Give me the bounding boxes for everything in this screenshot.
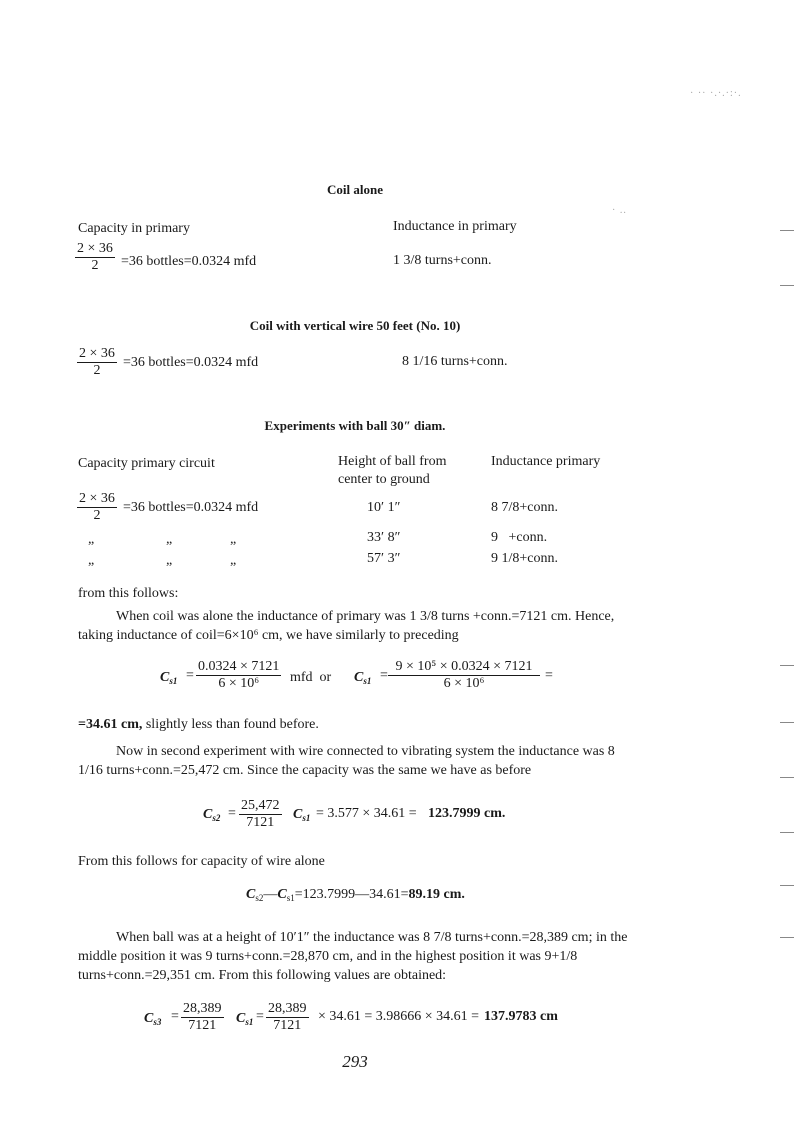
equation-lhs: $C_{s1}$ — [160, 670, 178, 686]
height-value: 57′ 3″ — [367, 551, 401, 566]
inductance-value: 9 1/8+conn. — [491, 551, 558, 566]
equation-lhs: $C_{s3}$ — [144, 1011, 162, 1027]
equals-sign: = — [186, 668, 194, 683]
capacity-value: =36 bottles=0.0324 mfd — [121, 254, 257, 269]
capacity-value: =36 bottles=0.0324 mfd — [123, 355, 259, 370]
equals-sign: = — [228, 806, 236, 821]
inductance-value: 1 3/8 turns+conn. — [393, 253, 492, 268]
scan-noise: · ·· ·.·.·:·. — [690, 88, 742, 99]
column-header-inductance: Inductance primary — [491, 454, 601, 469]
equation-result: 123.7999 cm. — [428, 806, 506, 821]
result-line: =34.61 cm, slightly less than found before. — [78, 717, 319, 732]
fraction: $\frac{2 \times 36}{2}$ — [79, 491, 115, 523]
equation-rest: = 3.577 × 34.61 = — [316, 806, 417, 821]
scan-mark — [780, 777, 794, 778]
page-number: 293 — [342, 1052, 368, 1071]
equation-term: $C_{s1}$ — [293, 807, 311, 823]
ditto-mark: „ — [88, 532, 95, 547]
height-value: 10′ 1″ — [367, 500, 401, 515]
fraction: $\frac{2 \times 36}{2}$ — [77, 241, 113, 273]
ditto-mark: „ — [166, 553, 173, 568]
text-line: from this follows: — [78, 586, 179, 601]
scan-mark — [780, 285, 794, 286]
unit-text: mfd or — [290, 670, 332, 685]
height-value: 33′ 8″ — [367, 530, 401, 545]
equation-result: 137.9783 cm — [484, 1009, 558, 1024]
fraction: $\frac{28,389}{7121}$ — [268, 1001, 307, 1033]
heading-coil-vertical-wire: Coil with vertical wire 50 feet (No. 10) — [249, 318, 461, 333]
scan-mark — [780, 230, 794, 231]
column-header-capacity: Capacity primary circuit — [78, 456, 215, 471]
heading-coil-alone: Coil alone — [327, 182, 383, 197]
equation-line: $C_{s2}—C_{s1}=123.7999—34.61=89.19$ cm. — [246, 887, 465, 903]
inductance-value: 8 7/8+conn. — [491, 500, 558, 515]
scan-noise: · .. — [612, 205, 627, 216]
paragraph: When coil was alone the inductance of primary was 1 3/8 turns +conn.=7121 cm. Hence, taking inductance of coil=6×10⁶ cm, we have similarly to preceding — [78, 609, 615, 643]
fraction: $\frac{\text{9 × 10⁵ × 0.0324 × 7121}}{\text{6 × 10⁶}}$ — [388, 659, 540, 692]
capacity-value: =36 bottles=0.0324 mfd — [123, 500, 259, 515]
equation-lhs: $C_{s1}$ — [354, 670, 372, 686]
ditto-mark: „ — [230, 553, 237, 568]
equation-lhs: $C_{s2}$ — [203, 807, 221, 823]
equation-term: $C_{s1}$ — [236, 1011, 254, 1027]
fraction: $\frac{2 \times 36}{2}$ — [79, 346, 115, 378]
fraction: $\frac{25,472}{7121}$ — [241, 798, 280, 830]
fraction: $\frac{28,389}{7121}$ — [183, 1001, 222, 1033]
paragraph: Now in second experiment with wire connected to vibrating system the inductance was 8 1/16 turns+conn.=25,472 cm. Since the capacity was the same we have as before — [78, 744, 615, 778]
scan-mark — [780, 832, 794, 833]
equals-sign: = — [256, 1009, 264, 1024]
column-header-height-2: center to ground — [338, 472, 430, 487]
inductance-label: Inductance in primary — [393, 219, 517, 234]
paragraph: From this follows for capacity of wire alone — [78, 854, 325, 869]
scan-mark — [780, 937, 794, 938]
scan-mark — [780, 665, 794, 666]
column-header-height: Height of ball from — [338, 454, 447, 469]
paragraph: When ball was at a height of 10′1″ the inductance was 8 7/8 turns+conn.=28,389 cm; in the middle position it was 9 turns+conn.=28,870 cm, and in the highest position it was 9+1/8 turns+conn.=29,351 cm. From this following values are obtained: — [78, 930, 628, 983]
equals-sign: = — [545, 668, 553, 683]
equals-sign: = — [171, 1009, 179, 1024]
inductance-value: 9 +conn. — [491, 530, 548, 545]
ditto-mark: „ — [166, 532, 173, 547]
ditto-mark: „ — [230, 532, 237, 547]
ditto-mark: „ — [88, 553, 95, 568]
inductance-value: 8 1/16 turns+conn. — [402, 354, 508, 369]
heading-ball-experiments: Experiments with ball 30″ diam. — [264, 418, 446, 433]
scan-mark — [780, 885, 794, 886]
capacity-label: Capacity in primary — [78, 221, 190, 236]
fraction: $\frac{0.0324 \times 7121}{\text{6 × 10⁶}}$ — [198, 659, 280, 691]
equals-sign: = — [380, 668, 388, 683]
equation-rest: × 34.61 = 3.98666 × 34.61 = — [318, 1009, 480, 1024]
scan-mark — [780, 722, 794, 723]
